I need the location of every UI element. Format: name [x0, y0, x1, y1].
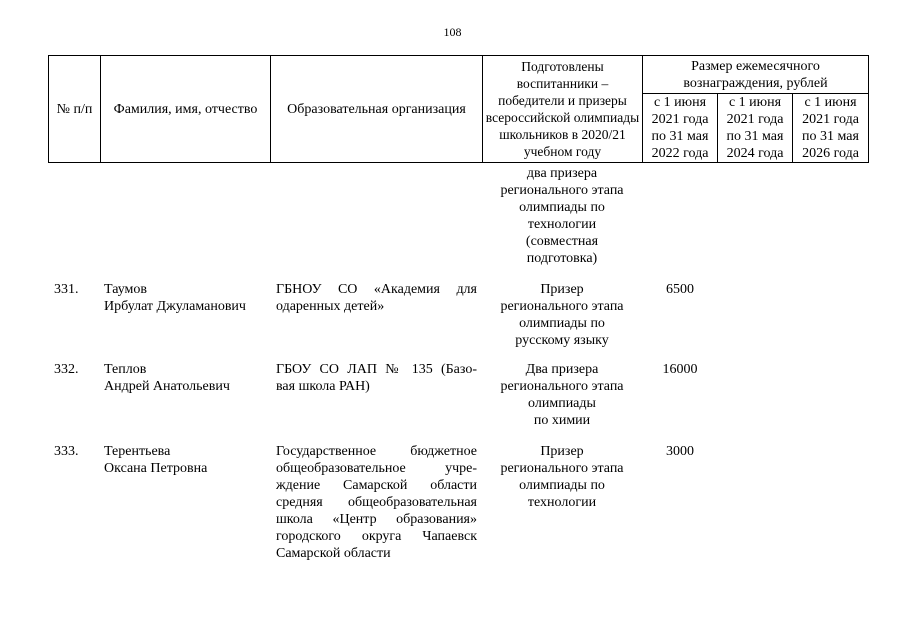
text-line: Оксана Петровна: [104, 461, 208, 476]
header-period-2026: с 1 июня 2021 года по 31 мая 2026 года: [793, 94, 869, 163]
text-line: подготовка): [526, 251, 598, 266]
text-line: ГБНОУ СО «Академия для: [276, 282, 477, 297]
text-line: олимпиады по: [519, 316, 605, 331]
text-line: Самарской области: [276, 546, 391, 561]
text-line: Призер: [540, 282, 584, 297]
prepared-students: [485, 361, 639, 429]
person-name: [104, 443, 274, 477]
continuation-prepared: [485, 165, 639, 267]
text-line: средняя общеобразовательная: [276, 495, 477, 510]
prepared-students: [485, 443, 639, 511]
text-line: по химии: [533, 413, 591, 428]
amount: 3000: [666, 444, 694, 459]
text-line: вая школа РАН): [276, 379, 370, 394]
text-line: технологии: [527, 495, 597, 510]
text-line: (совместная: [525, 234, 599, 249]
text-line: Теплов: [104, 362, 147, 377]
organization: [276, 361, 477, 395]
organization: [276, 443, 477, 562]
header-period-2024: с 1 июня 2021 года по 31 мая 2024 года: [718, 94, 793, 163]
header-name: Фамилия, имя, отчество: [101, 56, 271, 163]
text-line: регионального этапа: [500, 379, 624, 394]
text-line: регионального этапа: [500, 299, 624, 314]
text-line: регионального этапа: [500, 461, 624, 476]
text-line: ждение Самарской области: [276, 478, 477, 493]
text-line: общеобразовательное учре-: [276, 461, 477, 476]
text-line: Два призера: [525, 362, 599, 377]
header-prepared: Подготовлены воспитанники – победители и призеры всероссийской олимпиады школьников в 2020/21 учебном году: [483, 56, 643, 163]
text-line: Таумов: [104, 282, 147, 297]
amount: 16000: [662, 362, 698, 377]
row-number: 333.: [54, 444, 79, 459]
text-line: школа «Центр образования»: [276, 512, 477, 527]
text-line: два призера: [526, 166, 598, 181]
person-name: [104, 361, 274, 395]
text-line: олимпиады по: [519, 200, 605, 215]
text-line: технологии: [527, 217, 597, 232]
text-line: регионального этапа: [500, 183, 624, 198]
page-number: 108: [443, 25, 462, 39]
text-line: ГБОУ СО ЛАП № 135 (Базо-: [276, 362, 477, 377]
amount: 6500: [666, 282, 694, 297]
header-number: № п/п: [49, 56, 101, 163]
text-line: Андрей Анатольевич: [104, 379, 230, 394]
text-line: олимпиады по: [519, 478, 605, 493]
text-line: русскому языку: [515, 333, 609, 348]
text-line: Ирбулат Джуламанович: [104, 299, 246, 314]
text-line: Терентьева: [104, 444, 171, 459]
person-name: [104, 281, 274, 315]
header-period-2022: с 1 июня 2021 года по 31 мая 2022 года: [643, 94, 718, 163]
row-number: 331.: [54, 282, 79, 297]
table-header: [48, 55, 869, 163]
row-number: 332.: [54, 362, 79, 377]
text-line: городского округа Чапаевск: [276, 529, 477, 544]
header-amount-group: Размер ежемесячного вознаграждения, рублей: [643, 56, 869, 94]
text-line: Государственное бюджетное: [276, 444, 477, 459]
organization: [276, 281, 477, 315]
text-line: олимпиады: [528, 396, 596, 411]
header-organization: Образовательная организация: [271, 56, 483, 163]
text-line: одаренных детей»: [276, 299, 385, 314]
prepared-students: [485, 281, 639, 349]
text-line: Призер: [540, 444, 584, 459]
